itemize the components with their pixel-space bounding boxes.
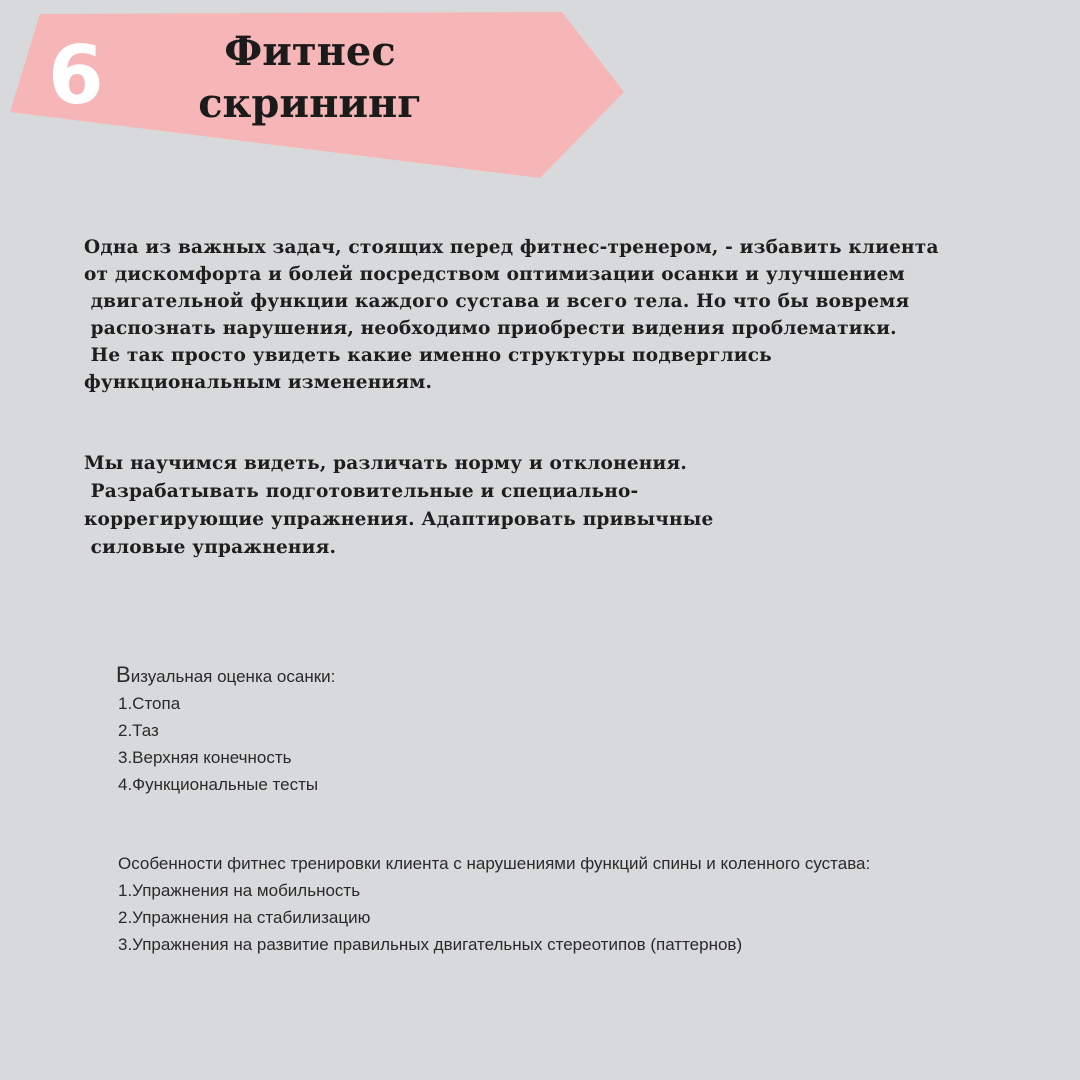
training-features-list [118, 850, 870, 958]
heading-rest: изуальная оценка осанки: [130, 667, 336, 686]
learning-line: Мы научимся видеть, различать норму и отклонения. [84, 453, 687, 474]
list-item: 1.Упражнения на мобильность [118, 881, 361, 900]
features-list-heading: Особенности фитнес тренировки клиента с нарушениями функций спины и коленного сустава: [118, 854, 871, 873]
learning-line: коррегирующие упражнения. Адаптировать привычные [84, 509, 714, 530]
intro-line: Не так просто увидеть какие именно структуры подверглись [84, 345, 772, 366]
learning-line: Разрабатывать подготовительные и специально- [84, 481, 639, 502]
header-banner [0, 0, 640, 190]
section-number: 6 [48, 29, 104, 122]
posture-assessment-list [116, 661, 335, 798]
learning-line: силовые упражнения. [84, 537, 337, 558]
heading-initial: В [116, 662, 131, 687]
list-item: 3.Верхняя конечность [118, 748, 292, 767]
title-line-1: Фитнес [224, 28, 396, 75]
list-item: 4.Функциональные тесты [118, 775, 319, 794]
title-line-2: скрининг [198, 80, 422, 127]
posture-list-heading [116, 661, 335, 690]
list-item: 1.Стопа [118, 694, 181, 713]
intro-line: распознать нарушения, необходимо приобрести видения проблематики. [84, 318, 897, 339]
intro-paragraph [84, 234, 1044, 396]
learning-paragraph [84, 450, 984, 562]
intro-line: Одна из важных задач, стоящих перед фитнес-тренером, - избавить клиента [84, 237, 939, 258]
intro-line: функциональным изменениям. [84, 372, 433, 393]
list-item: 3.Упражнения на развитие правильных двигательных стереотипов (паттернов) [118, 935, 743, 954]
page-title [180, 26, 440, 130]
list-item: 2.Таз [118, 721, 159, 740]
intro-line: двигательной функции каждого сустава и всего тела. Но что бы вовремя [84, 291, 910, 312]
intro-line: от дискомфорта и болей посредством оптимизации осанки и улучшением [84, 264, 905, 285]
list-item: 2.Упражнения на стабилизацию [118, 908, 371, 927]
